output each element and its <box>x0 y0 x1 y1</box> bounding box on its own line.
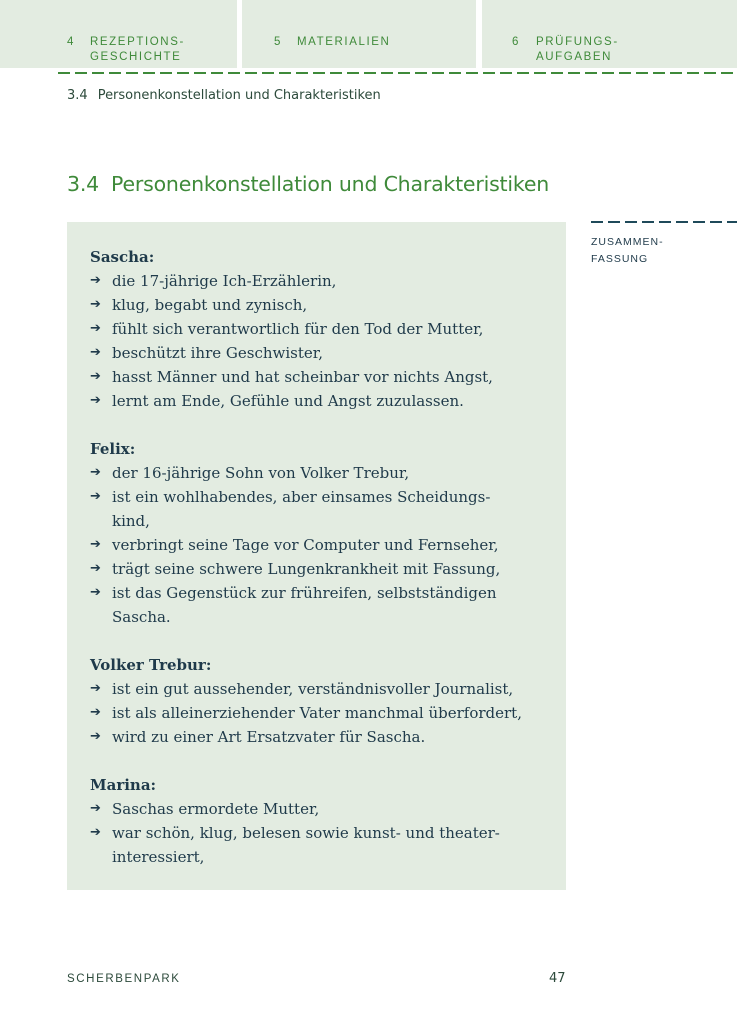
trait-item <box>90 389 566 413</box>
tab-label: REZEPTIONS- GESCHICHTE <box>90 36 185 63</box>
trait-item <box>90 821 566 869</box>
trait-text: ist ein gut aussehender, verständnisvoller Journalist, <box>112 680 514 698</box>
character-group <box>90 773 566 869</box>
character-group <box>90 437 566 629</box>
trait-text: ist ein wohlhabendes, aber einsames Scheidungs- kind, <box>112 488 491 530</box>
trait-item <box>90 461 566 485</box>
trait-item <box>90 701 566 725</box>
trait-item <box>90 533 566 557</box>
arrow-right-icon: ➔ <box>90 465 101 480</box>
summary-box <box>67 222 566 890</box>
arrow-right-icon: ➔ <box>90 825 101 840</box>
tab-pruefungsaufgaben[interactable] <box>482 0 737 68</box>
trait-text: trägt seine schwere Lungenkrankheit mit Fassung, <box>112 560 501 578</box>
trait-text: Saschas ermordete Mutter, <box>112 800 320 818</box>
footer-book-title: SCHERBENPARK <box>67 973 181 985</box>
arrow-right-icon: ➔ <box>90 801 101 816</box>
trait-text: fühlt sich verantwortlich für den Tod der Mutter, <box>112 320 484 338</box>
section-title-text: Personenkonstellation und Charakteristiken <box>111 172 550 196</box>
chapter-nav <box>0 0 737 70</box>
trait-item <box>90 293 566 317</box>
trait-text: lernt am Ende, Gefühle und Angst zuzulassen. <box>112 392 464 410</box>
trait-item <box>90 365 566 389</box>
trait-item <box>90 557 566 581</box>
arrow-right-icon: ➔ <box>90 537 101 552</box>
running-head-number: 3.4 <box>67 88 88 103</box>
trait-text: verbringt seine Tage vor Computer und Fernseher, <box>112 536 499 554</box>
trait-text: ist als alleinerziehender Vater manchmal überfordert, <box>112 704 522 722</box>
trait-item <box>90 485 566 533</box>
tab-label: PRÜFUNGS- AUFGABEN <box>536 36 619 63</box>
trait-text: hasst Männer und hat scheinbar vor nichts Angst, <box>112 368 493 386</box>
arrow-right-icon: ➔ <box>90 369 101 384</box>
section-title <box>67 172 549 196</box>
header-dashed-divider <box>58 72 737 74</box>
tab-number: 4 <box>67 36 75 48</box>
character-group <box>90 245 566 413</box>
trait-item <box>90 677 566 701</box>
trait-item <box>90 269 566 293</box>
trait-text: wird zu einer Art Ersatzvater für Sascha. <box>112 728 426 746</box>
character-name: Sascha: <box>90 248 155 266</box>
trait-text: der 16-jährige Sohn von Volker Trebur, <box>112 464 410 482</box>
page-number: 47 <box>549 971 566 986</box>
trait-item <box>90 725 566 749</box>
running-head-title: Personenkonstellation und Charakteristiken <box>97 88 381 103</box>
trait-text: beschützt ihre Geschwister, <box>112 344 324 362</box>
character-name: Felix: <box>90 440 136 458</box>
arrow-right-icon: ➔ <box>90 489 101 504</box>
arrow-right-icon: ➔ <box>90 297 101 312</box>
trait-item <box>90 797 566 821</box>
trait-item <box>90 581 566 629</box>
arrow-right-icon: ➔ <box>90 705 101 720</box>
trait-text: ist das Gegenstück zur frühreifen, selbstständigen Sascha. <box>112 584 497 626</box>
margin-dashed-divider <box>591 221 737 223</box>
trait-text: die 17-jährige Ich-Erzählerin, <box>112 272 337 290</box>
tab-rezeptionsgeschichte[interactable] <box>0 0 237 68</box>
arrow-right-icon: ➔ <box>90 321 101 336</box>
running-head <box>67 88 381 103</box>
arrow-right-icon: ➔ <box>90 729 101 744</box>
trait-text: war schön, klug, belesen sowie kunst- und theater- interessiert, <box>112 824 500 866</box>
tab-number: 5 <box>274 36 282 48</box>
section-number: 3.4 <box>67 172 100 196</box>
tab-number: 6 <box>512 36 520 48</box>
character-name: Marina: <box>90 776 157 794</box>
arrow-right-icon: ➔ <box>90 585 101 600</box>
trait-text: klug, begabt und zynisch, <box>112 296 308 314</box>
tab-materialien[interactable] <box>242 0 476 68</box>
trait-item <box>90 317 566 341</box>
arrow-right-icon: ➔ <box>90 681 101 696</box>
arrow-right-icon: ➔ <box>90 273 101 288</box>
arrow-right-icon: ➔ <box>90 345 101 360</box>
arrow-right-icon: ➔ <box>90 561 101 576</box>
trait-item <box>90 341 566 365</box>
arrow-right-icon: ➔ <box>90 393 101 408</box>
tab-label: MATERIALIEN <box>297 36 391 48</box>
character-name: Volker Trebur: <box>90 656 212 674</box>
character-group <box>90 653 566 749</box>
margin-label: ZUSAMMEN- FASSUNG <box>591 236 664 265</box>
